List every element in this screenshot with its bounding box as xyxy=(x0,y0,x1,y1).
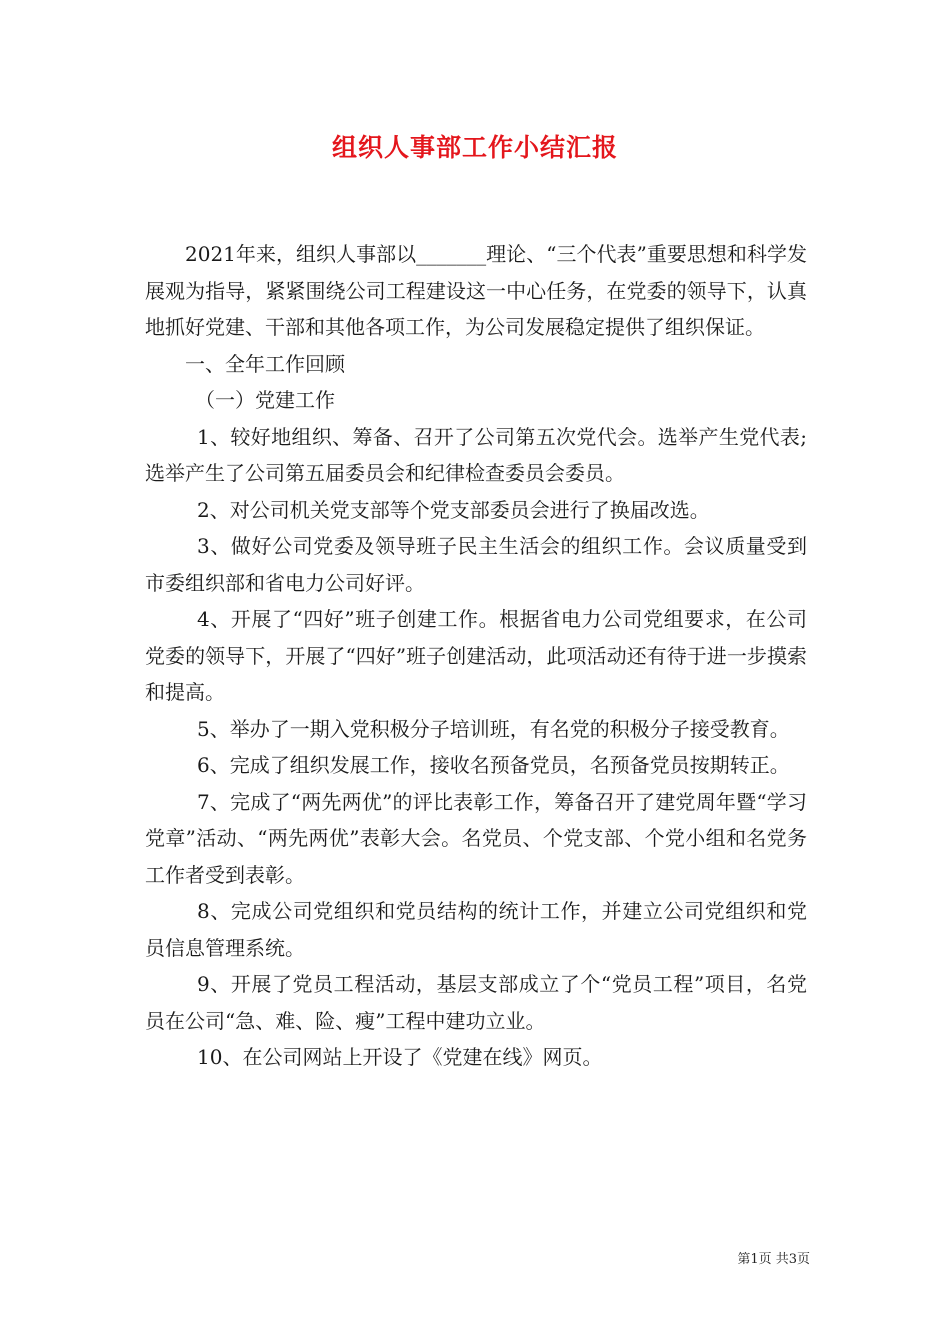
intro-paragraph: 2021年来，组织人事部以_______理论、“三个代表”重要思想和科学发展观为指导，紧紧围绕公司工程建设这一中心任务，在党委的领导下，认真地抓好党建、干部和其他各项工作，为公司发展稳定提供了组织保证。 xyxy=(145,242,807,339)
list-item: 8、完成公司党组织和党员结构的统计工作，并建立公司党组织和党员信息管理系统。 xyxy=(145,899,807,960)
subsection-heading: （一）党建工作 xyxy=(195,388,335,412)
document-title: 组织人事部工作小结汇报 xyxy=(331,133,618,162)
list-item: 1、较好地组织、筹备、召开了公司第五次党代会。选举产生党代表;选举产生了公司第五届委员会和纪律检查委员会委员。 xyxy=(145,424,807,485)
document-body xyxy=(145,236,807,1076)
section-heading: 一、全年工作回顾 xyxy=(185,351,345,376)
list-item: 7、完成了“两先两优”的评比表彰工作，筹备召开了建党周年暨“学习党章”活动、“两先两优”表彰大会。名党员、个党支部、个党小组和名党务工作者受到表彰。 xyxy=(145,789,807,887)
page-indicator: 第1页 共3页 xyxy=(737,1252,810,1267)
list-item: 10、在公司网站上开设了《党建在线》网页。 xyxy=(197,1045,603,1069)
list-item: 2、对公司机关党支部等个党支部委员会进行了换届改选。 xyxy=(197,497,710,522)
list-item: 4、开展了“四好”班子创建工作。根据省电力公司党组要求，在公司党委的领导下，开展了“四好”班子创建活动，此项活动还有待于进一步摸索和提高。 xyxy=(145,607,807,704)
list-item: 3、做好公司党委及领导班子民主生活会的组织工作。会议质量受到市委组织部和省电力公司好评。 xyxy=(145,534,807,595)
list-item: 6、完成了组织发展工作，接收名预备党员，名预备党员按期转正。 xyxy=(197,753,790,777)
list-item: 9、开展了党员工程活动，基层支部成立了个“党员工程”项目，名党员在公司“急、难、险、瘦”工程中建功立业。 xyxy=(145,972,807,1033)
list-item: 5、举办了一期入党积极分子培训班，有名党的积极分子接受教育。 xyxy=(197,716,790,741)
